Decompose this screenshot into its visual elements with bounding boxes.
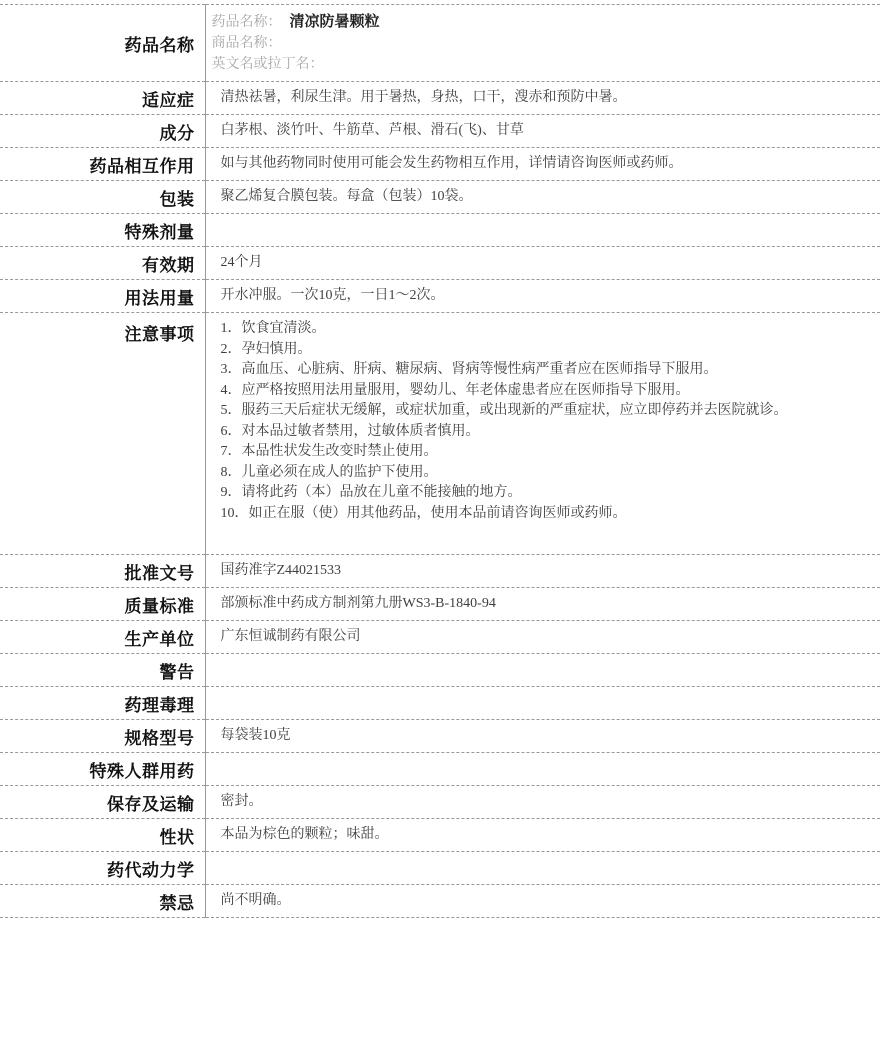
row-value (205, 687, 880, 720)
drug-info-table-body (0, 5, 880, 918)
row-label: 药品名称 (0, 5, 205, 82)
row-value: 聚乙烯复合膜包装。每盒（包装）10袋。 (220, 189, 473, 204)
row-value: 本品为棕色的颗粒；味甜。 (220, 827, 389, 842)
note-line: 10．如正在服（使）用其他药品，使用本品前请咨询医师或药师。 (220, 505, 627, 521)
note-line: 8．儿童必须在成人的监护下使用。 (220, 464, 438, 480)
table-row (0, 786, 880, 819)
field-key: 药品名称： (211, 14, 282, 30)
row-label: 包装 (0, 181, 205, 214)
row-value: 开水冲服。一次10克，一日1～2次。 (220, 288, 445, 303)
table-row (0, 313, 880, 555)
table-row (0, 555, 880, 588)
name-field-line (212, 12, 869, 33)
name-field-line (212, 33, 869, 54)
row-label: 药代动力学 (0, 852, 205, 885)
note-line: 1．饮食宜清淡。 (220, 321, 326, 336)
table-row (0, 720, 880, 753)
row-label: 性状 (0, 819, 205, 852)
table-row (0, 148, 880, 181)
row-label: 特殊剂量 (0, 214, 205, 247)
row-label: 批准文号 (0, 555, 205, 588)
row-label: 适应症 (0, 82, 205, 115)
row-label: 保存及运输 (0, 786, 205, 819)
table-row (0, 885, 880, 918)
name-field-line (212, 54, 869, 75)
note-line: 2．孕妇慎用。 (220, 341, 312, 357)
row-label: 生产单位 (0, 621, 205, 654)
row-value: 部颁标准中药成方制剂第九册WS3-B-1840-94 (220, 596, 496, 611)
table-row (0, 621, 880, 654)
row-label: 禁忌 (0, 885, 205, 918)
note-line: 5．服药三天后症状无缓解，或症状加重，或出现新的严重症状，应立即停药并去医院就诊。 (220, 403, 788, 418)
row-label: 药理毒理 (0, 687, 205, 720)
table-row (0, 819, 880, 852)
row-label: 特殊人群用药 (0, 753, 205, 786)
note-line: 9．请将此药（本）品放在儿童不能接触的地方。 (220, 485, 522, 500)
row-value: 每袋装10克 (220, 728, 291, 743)
table-row (0, 654, 880, 687)
note-line: 3．高血压、心脏病、肝病、糖尿病、肾病等慢性病严重者应在医师指导下服用。 (220, 362, 718, 377)
row-label: 药品相互作用 (0, 148, 205, 181)
table-row (0, 115, 880, 148)
row-value: 如与其他药物同时使用可能会发生药物相互作用，详情请咨询医师或药师。 (220, 156, 683, 171)
row-label: 用法用量 (0, 280, 205, 313)
table-row (0, 247, 880, 280)
field-key: 商品名称： (211, 35, 282, 51)
row-value (205, 852, 880, 885)
row-value: 尚不明确。 (220, 893, 291, 908)
row-label: 注意事项 (0, 313, 205, 555)
row-value (205, 214, 880, 247)
row-value (205, 753, 880, 786)
field-value: 清凉防暑颗粒 (289, 13, 380, 30)
row-label: 质量标准 (0, 588, 205, 621)
row-value: 24个月 (220, 255, 263, 270)
note-line: 6．对本品过敏者禁用，过敏体质者慎用。 (220, 423, 480, 439)
table-row (0, 753, 880, 786)
note-line: 7．本品性状发生改变时禁止使用。 (220, 444, 438, 459)
table-row (0, 588, 880, 621)
row-value (205, 5, 880, 82)
table-row (0, 687, 880, 720)
row-value: 白茅根、淡竹叶、牛筋草、芦根、滑石(飞)、甘草 (220, 123, 524, 138)
table-row (0, 214, 880, 247)
drug-info-table (0, 4, 880, 918)
row-label: 成分 (0, 115, 205, 148)
table-row (0, 181, 880, 214)
row-value: 清热祛暑，利尿生津。用于暑热，身热，口干，溲赤和预防中暑。 (220, 90, 627, 105)
row-value: 广东恒诚制药有限公司 (220, 629, 361, 644)
row-value (205, 313, 880, 555)
row-value: 国药准字Z44021533 (220, 563, 342, 578)
row-value (205, 654, 880, 687)
field-key: 英文名或拉丁名： (211, 56, 324, 72)
row-label: 有效期 (0, 247, 205, 280)
table-row (0, 852, 880, 885)
table-row (0, 5, 880, 82)
table-row (0, 82, 880, 115)
row-value: 密封。 (220, 794, 263, 809)
row-label: 规格型号 (0, 720, 205, 753)
note-line: 4．应严格按照用法用量服用，婴幼儿、年老体虚患者应在医师指导下服用。 (220, 382, 690, 398)
drug-info-page (0, 4, 880, 918)
table-row (0, 280, 880, 313)
row-label: 警告 (0, 654, 205, 687)
